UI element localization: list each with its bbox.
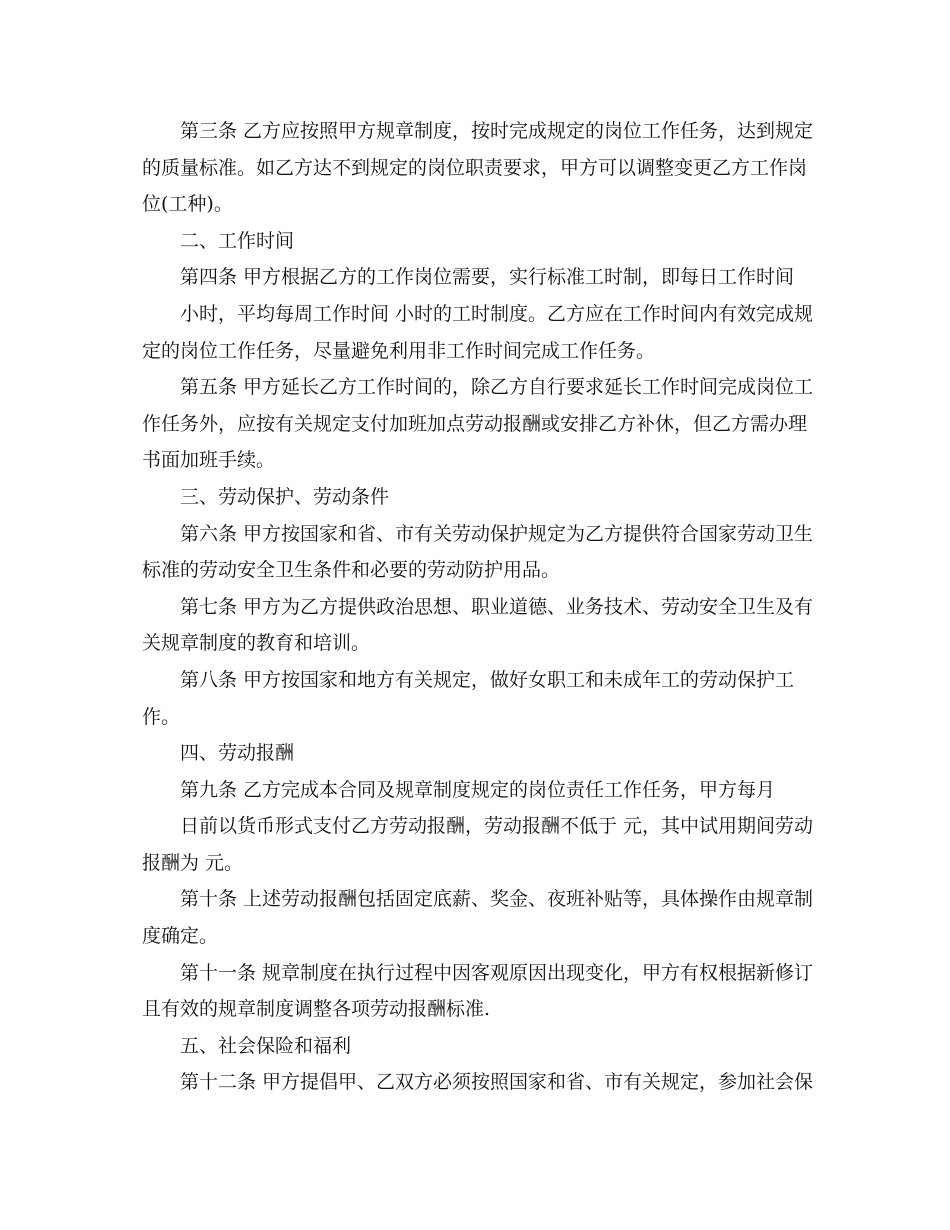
section-heading: 三、劳动保护、劳动条件: [180, 485, 390, 508]
paragraph-line: 度确定。: [142, 925, 219, 948]
paragraph-line: 第十一条 规章制度在执行过程中因客观原因出现变化，甲方有权根据新修订: [180, 961, 814, 984]
section-heading-work-hours: [142, 223, 812, 260]
paragraph-line: 定的岗位工作任务，尽量避免利用非工作时间完成工作任务。: [142, 339, 656, 362]
paragraph-line: 第六条 甲方按国家和省、市有关劳动保护规定为乙方提供符合国家劳动卫生: [180, 522, 814, 545]
section-heading-social-insurance: [142, 1028, 812, 1065]
paragraph-line: 作。: [142, 705, 181, 728]
paragraph-line: 报酬为 元。: [142, 851, 244, 874]
article-11-paragraph: [142, 955, 812, 1028]
article-12-paragraph: [142, 1064, 812, 1101]
paragraph-line: 的质量标准。如乙方达不到规定的岗位职责要求，甲方可以调整变更乙方工作岗: [142, 156, 808, 179]
section-heading-remuneration: [142, 735, 812, 772]
paragraph-line: 第三条 乙方应按照甲方规章制度，按时完成规定的岗位工作任务，达到规定: [180, 120, 814, 142]
section-heading: 四、劳动报酬: [180, 742, 295, 765]
article-3-paragraph: [142, 113, 812, 223]
paragraph-line: 书面加班手续。: [142, 449, 276, 472]
section-heading: 五、社会保险和福利: [180, 1034, 352, 1057]
paragraph-line: 第五条 甲方延长乙方工作时间的，除乙方自行要求延长工作时间完成岗位工: [180, 376, 814, 399]
paragraph-line: 第九条 乙方完成本合同及规章制度规定的岗位责任工作任务，甲方每月: [180, 778, 776, 801]
paragraph-line: 日前以货币形式支付乙方劳动报酬，劳动报酬不低于 元，其中试用期间劳动: [180, 815, 814, 838]
article-7-paragraph: [142, 589, 812, 662]
paragraph-line: 第十二条 甲方提倡甲、乙双方必须按照国家和省、市有关规定，参加社会保: [180, 1071, 814, 1094]
paragraph-line: 标准的劳动安全卫生条件和必要的劳动防护用品。: [142, 559, 561, 582]
paragraph-line: 第四条 甲方根据乙方的工作岗位需要，实行标准工时制，即每日工作时间: [180, 266, 795, 289]
article-4-continuation: [142, 296, 812, 369]
paragraph-line: 作任务外，应按有关规定支付加班加点劳动报酬或安排乙方补休，但乙方需办理: [142, 412, 808, 435]
article-9-continuation: [142, 808, 812, 881]
document-body: [142, 113, 812, 1101]
paragraph-line: 小时，平均每周工作时间 小时的工时制度。乙方应在工作时间内有效完成规: [180, 302, 814, 325]
article-8-paragraph: [142, 662, 812, 735]
paragraph-line: 第十条 上述劳动报酬包括固定底薪、奖金、夜班补贴等，具体操作由规章制: [180, 888, 814, 911]
paragraph-line: 关规章制度的教育和培训。: [142, 632, 371, 655]
paragraph-line: 第八条 甲方按国家和地方有关规定，做好女职工和未成年工的劳动保护工: [180, 668, 795, 691]
article-9-paragraph: [142, 772, 812, 809]
article-4-paragraph: [142, 259, 812, 296]
paragraph-line: 且有效的规章制度调整各项劳动报酬标准.: [142, 998, 491, 1021]
article-5-paragraph: [142, 369, 812, 479]
paragraph-line: 第七条 甲方为乙方提供政治思想、职业道德、业务技术、劳动安全卫生及有: [180, 595, 814, 618]
article-10-paragraph: [142, 881, 812, 954]
article-6-paragraph: [142, 516, 812, 589]
section-heading: 二、工作时间: [180, 229, 295, 252]
section-heading-labor-protection: [142, 479, 812, 516]
paragraph-line: 位(工种)。: [142, 193, 233, 216]
